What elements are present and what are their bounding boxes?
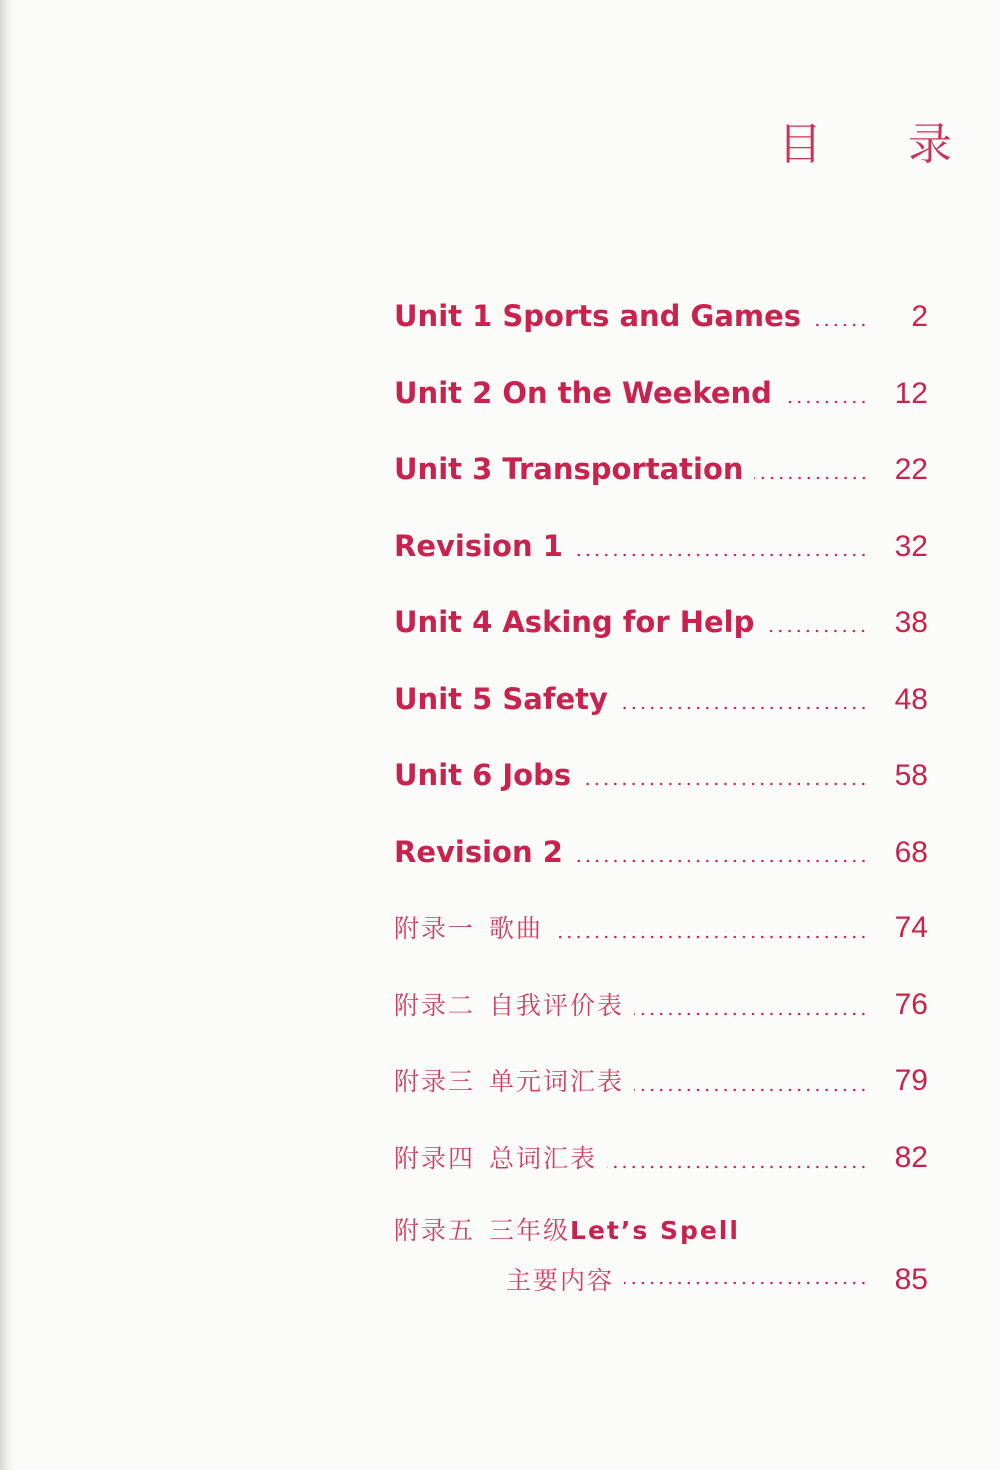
dot-leader — [618, 706, 868, 710]
toc-entry-title: Revision 1 — [394, 528, 563, 563]
dot-leader — [607, 1165, 868, 1169]
toc-entry-appendix-1[interactable] — [394, 897, 928, 974]
toc-entry-title: Unit 4 Asking for Help — [394, 605, 755, 639]
toc-entry-title: Unit 2 On the Weekend — [394, 375, 772, 410]
toc-entry-unit-1[interactable] — [394, 285, 928, 362]
toc-entry-appendix-4[interactable] — [394, 1127, 928, 1204]
toc-entry-first-line — [394, 1211, 928, 1257]
toc-page-number: 12 — [894, 376, 928, 410]
toc-entry-title — [394, 1051, 624, 1113]
toc-page-number: 22 — [894, 453, 928, 486]
toc-entry-unit-6[interactable] — [394, 744, 928, 821]
toc-entry-title: Revision 2 — [394, 834, 563, 869]
dot-leader — [573, 859, 868, 863]
toc-entry-unit-3[interactable] — [394, 438, 928, 515]
appendix-label: 附录三 — [394, 1067, 476, 1096]
toc-page-number: 74 — [894, 911, 928, 944]
toc-entry-second-line — [394, 1257, 928, 1304]
toc-entry-title — [394, 975, 624, 1037]
appendix-label: 附录五 — [394, 1216, 476, 1245]
toc-entry-title — [394, 1128, 597, 1190]
toc-entry-unit-5[interactable] — [394, 668, 928, 745]
appendix-label: 附录二 — [394, 990, 476, 1020]
toc-entry-title: Unit 1 Sports and Games — [394, 299, 802, 333]
toc-page-number: 38 — [894, 606, 928, 639]
dot-leader — [764, 629, 868, 633]
appendix-title: 自我评价表 — [489, 990, 625, 1020]
appendix-label: 附录一 — [394, 914, 476, 943]
toc-page-number: 68 — [894, 835, 928, 869]
toc-entry-revision-1[interactable] — [394, 515, 928, 592]
dot-leader — [754, 476, 868, 480]
appendix-title: 总词汇表 — [489, 1143, 598, 1173]
toc-entry-title — [394, 1211, 740, 1251]
appendix-title: 歌曲 — [489, 914, 544, 943]
appendix-label: 附录四 — [394, 1143, 476, 1173]
toc-entry-unit-4[interactable] — [394, 591, 928, 668]
toc-page-number: 76 — [894, 987, 928, 1021]
toc-entry-unit-2[interactable] — [394, 362, 928, 439]
page-title: 目 录 — [778, 119, 988, 170]
dot-leader — [553, 935, 868, 939]
dot-leader — [782, 400, 868, 404]
toc-page-number: 2 — [911, 300, 928, 333]
dot-leader — [634, 1088, 868, 1092]
spine-shadow — [0, 0, 14, 1470]
toc-entry-title: Unit 3 Transportation — [394, 452, 744, 486]
toc-page-number: 82 — [894, 1140, 928, 1174]
toc-entry-title — [394, 898, 543, 960]
appendix-title: 单元词汇表 — [489, 1067, 625, 1096]
toc-entry-title: Unit 6 Jobs — [394, 758, 572, 792]
table-of-contents — [394, 285, 928, 1304]
appendix-title-cn: 三年级 — [489, 1216, 571, 1245]
toc-page-number: 48 — [894, 682, 928, 716]
appendix-title-en: Let’s Spell — [570, 1216, 740, 1245]
toc-page-number: 85 — [894, 1263, 928, 1296]
toc-entry-appendix-3[interactable] — [394, 1050, 928, 1127]
toc-page-number: 32 — [894, 529, 928, 563]
dot-leader — [573, 553, 868, 557]
toc-page-number: 79 — [894, 1064, 928, 1097]
dot-leader — [811, 323, 868, 327]
toc-entry-appendix-2[interactable] — [394, 974, 928, 1051]
appendix-title-line2: 主要内容 — [506, 1266, 615, 1295]
toc-entry-title: Unit 5 Safety — [394, 681, 608, 716]
dot-leader — [624, 1281, 868, 1285]
dot-leader — [634, 1012, 868, 1016]
toc-page-number: 58 — [894, 759, 928, 792]
toc-entry-revision-2[interactable] — [394, 821, 928, 898]
dot-leader — [581, 782, 868, 786]
toc-entry-appendix-5[interactable] — [394, 1211, 928, 1304]
